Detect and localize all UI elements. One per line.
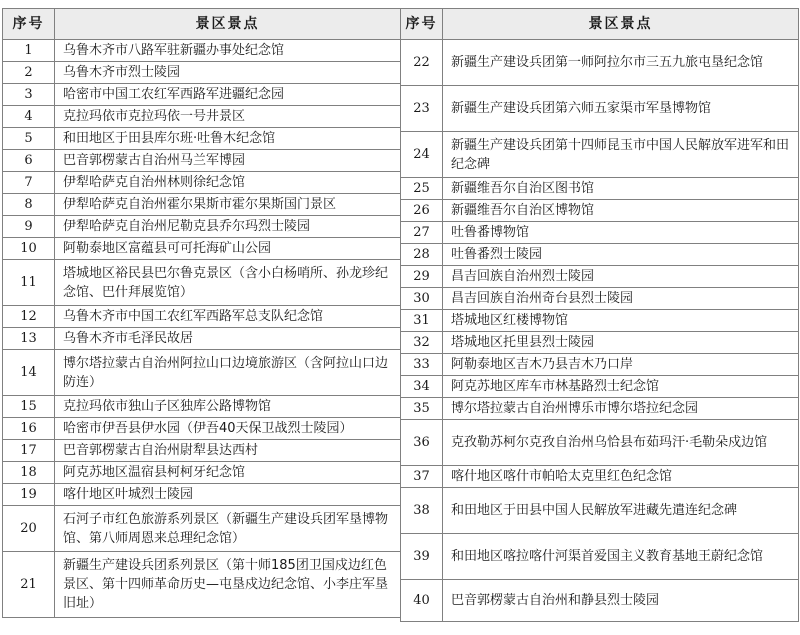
table-row xyxy=(3,552,401,618)
row-number: 23 xyxy=(401,86,443,132)
site-name: 喀什地区叶城烈士陵园 xyxy=(55,484,401,506)
table-row xyxy=(3,328,401,350)
table-row xyxy=(401,178,799,200)
table-row xyxy=(3,440,401,462)
row-number: 17 xyxy=(3,440,55,462)
row-number: 38 xyxy=(401,488,443,534)
site-name: 伊犁哈萨克自治州霍尔果斯市霍尔果斯国门景区 xyxy=(55,194,401,216)
table-row xyxy=(3,418,401,440)
table-row xyxy=(401,354,799,376)
row-number: 30 xyxy=(401,288,443,310)
row-number: 13 xyxy=(3,328,55,350)
row-number: 7 xyxy=(3,172,55,194)
site-name: 乌鲁木齐市八路军驻新疆办事处纪念馆 xyxy=(55,40,401,62)
table-row xyxy=(3,172,401,194)
row-number: 24 xyxy=(401,132,443,178)
table-row xyxy=(401,398,799,420)
table-row xyxy=(3,306,401,328)
table-row xyxy=(401,86,799,132)
table-row xyxy=(3,260,401,306)
row-number: 4 xyxy=(3,106,55,128)
table-row xyxy=(401,420,799,466)
row-number: 34 xyxy=(401,376,443,398)
row-number: 33 xyxy=(401,354,443,376)
site-name: 吐鲁番烈士陵园 xyxy=(443,244,799,266)
row-number: 3 xyxy=(3,84,55,106)
site-name: 塔城地区托里县烈士陵园 xyxy=(443,332,799,354)
table-row xyxy=(3,462,401,484)
table-row xyxy=(3,84,401,106)
header-row xyxy=(401,9,799,40)
header-number: 序号 xyxy=(3,9,55,40)
site-name: 克拉玛依市独山子区独库公路博物馆 xyxy=(55,396,401,418)
site-name: 新疆维吾尔自治区博物馆 xyxy=(443,200,799,222)
row-number: 12 xyxy=(3,306,55,328)
row-number: 11 xyxy=(3,260,55,306)
row-number: 5 xyxy=(3,128,55,150)
table-row xyxy=(3,40,401,62)
table-row xyxy=(3,484,401,506)
row-number: 40 xyxy=(401,580,443,622)
site-name: 巴音郭楞蒙古自治州马兰军博园 xyxy=(55,150,401,172)
sites-table-left xyxy=(2,8,401,618)
site-name: 塔城地区红楼博物馆 xyxy=(443,310,799,332)
sites-table-right xyxy=(400,8,799,622)
site-name: 阿勒泰地区富蕴县可可托海矿山公园 xyxy=(55,238,401,260)
site-name: 克拉玛依市克拉玛依一号井景区 xyxy=(55,106,401,128)
site-name: 乌鲁木齐市烈士陵园 xyxy=(55,62,401,84)
site-name: 阿克苏地区库车市林基路烈士纪念馆 xyxy=(443,376,799,398)
table-row xyxy=(401,40,799,86)
row-number: 31 xyxy=(401,310,443,332)
table-row xyxy=(3,62,401,84)
row-number: 32 xyxy=(401,332,443,354)
site-name: 哈密市中国工农红军西路军进疆纪念园 xyxy=(55,84,401,106)
row-number: 21 xyxy=(3,552,55,618)
site-name: 昌吉回族自治州奇台县烈士陵园 xyxy=(443,288,799,310)
site-name: 博尔塔拉蒙古自治州阿拉山口边境旅游区（含阿拉山口边防连） xyxy=(55,350,401,396)
site-name: 吐鲁番博物馆 xyxy=(443,222,799,244)
table-row xyxy=(3,396,401,418)
site-name: 伊犁哈萨克自治州林则徐纪念馆 xyxy=(55,172,401,194)
table-row xyxy=(3,194,401,216)
header-site: 景区景点 xyxy=(443,9,799,40)
row-number: 9 xyxy=(3,216,55,238)
table-row xyxy=(401,244,799,266)
table-row xyxy=(401,132,799,178)
table-row xyxy=(3,238,401,260)
site-name: 阿克苏地区温宿县柯柯牙纪念馆 xyxy=(55,462,401,484)
row-number: 27 xyxy=(401,222,443,244)
table-row xyxy=(401,488,799,534)
site-name: 和田地区于田县库尔班·吐鲁木纪念馆 xyxy=(55,128,401,150)
table-row xyxy=(3,150,401,172)
header-site: 景区景点 xyxy=(55,9,401,40)
site-name: 哈密市伊吾县伊水园（伊吾40天保卫战烈士陵园） xyxy=(55,418,401,440)
row-number: 36 xyxy=(401,420,443,466)
site-name: 塔城地区裕民县巴尔鲁克景区（含小白杨哨所、孙龙珍纪念馆、巴什拜展览馆） xyxy=(55,260,401,306)
row-number: 6 xyxy=(3,150,55,172)
row-number: 10 xyxy=(3,238,55,260)
row-number: 2 xyxy=(3,62,55,84)
table-row xyxy=(401,200,799,222)
row-number: 28 xyxy=(401,244,443,266)
site-name: 新疆生产建设兵团系列景区（第十师185团卫国戍边红色景区、第十四师革命历史—屯垦戍边纪念馆、小李庄军垦旧址） xyxy=(55,552,401,618)
site-name: 新疆生产建设兵团第十四师昆玉市中国人民解放军进军和田纪念碑 xyxy=(443,132,799,178)
row-number: 15 xyxy=(3,396,55,418)
row-number: 26 xyxy=(401,200,443,222)
row-number: 1 xyxy=(3,40,55,62)
table-row xyxy=(401,266,799,288)
row-number: 25 xyxy=(401,178,443,200)
row-number: 14 xyxy=(3,350,55,396)
row-number: 29 xyxy=(401,266,443,288)
row-number: 18 xyxy=(3,462,55,484)
site-name: 乌鲁木齐市中国工农红军西路军总支队纪念馆 xyxy=(55,306,401,328)
site-name: 新疆维吾尔自治区图书馆 xyxy=(443,178,799,200)
row-number: 39 xyxy=(401,534,443,580)
row-number: 37 xyxy=(401,466,443,488)
header-row xyxy=(3,9,401,40)
table-row xyxy=(401,580,799,622)
row-number: 22 xyxy=(401,40,443,86)
site-name: 克孜勒苏柯尔克孜自治州乌恰县布茹玛汗·毛勒朵戍边馆 xyxy=(443,420,799,466)
table-row xyxy=(3,506,401,552)
table-row xyxy=(401,288,799,310)
table-row xyxy=(401,466,799,488)
site-name: 巴音郭楞蒙古自治州尉犁县达西村 xyxy=(55,440,401,462)
site-name: 伊犁哈萨克自治州尼勒克县乔尔玛烈士陵园 xyxy=(55,216,401,238)
table-row xyxy=(3,128,401,150)
table-row xyxy=(3,216,401,238)
table-row xyxy=(3,106,401,128)
table-row xyxy=(401,332,799,354)
site-name: 新疆生产建设兵团第六师五家渠市军垦博物馆 xyxy=(443,86,799,132)
site-name: 乌鲁木齐市毛泽民故居 xyxy=(55,328,401,350)
table-row xyxy=(401,534,799,580)
row-number: 16 xyxy=(3,418,55,440)
site-name: 喀什地区喀什市帕哈太克里红色纪念馆 xyxy=(443,466,799,488)
row-number: 8 xyxy=(3,194,55,216)
row-number: 35 xyxy=(401,398,443,420)
site-name: 石河子市红色旅游系列景区（新疆生产建设兵团军垦博物馆、第八师周恩来总理纪念馆） xyxy=(55,506,401,552)
site-name: 新疆生产建设兵团第一师阿拉尔市三五九旅屯垦纪念馆 xyxy=(443,40,799,86)
site-name: 昌吉回族自治州烈士陵园 xyxy=(443,266,799,288)
site-name: 和田地区于田县中国人民解放军进藏先遣连纪念碑 xyxy=(443,488,799,534)
site-name: 和田地区喀拉喀什河渠首爱国主义教育基地王蔚纪念馆 xyxy=(443,534,799,580)
table-row xyxy=(401,222,799,244)
site-name: 博尔塔拉蒙古自治州博乐市博尔塔拉纪念园 xyxy=(443,398,799,420)
header-number: 序号 xyxy=(401,9,443,40)
table-row xyxy=(3,350,401,396)
row-number: 19 xyxy=(3,484,55,506)
site-name: 巴音郭楞蒙古自治州和静县烈士陵园 xyxy=(443,580,799,622)
table-row xyxy=(401,310,799,332)
site-name: 阿勒泰地区吉木乃县吉木乃口岸 xyxy=(443,354,799,376)
row-number: 20 xyxy=(3,506,55,552)
table-row xyxy=(401,376,799,398)
